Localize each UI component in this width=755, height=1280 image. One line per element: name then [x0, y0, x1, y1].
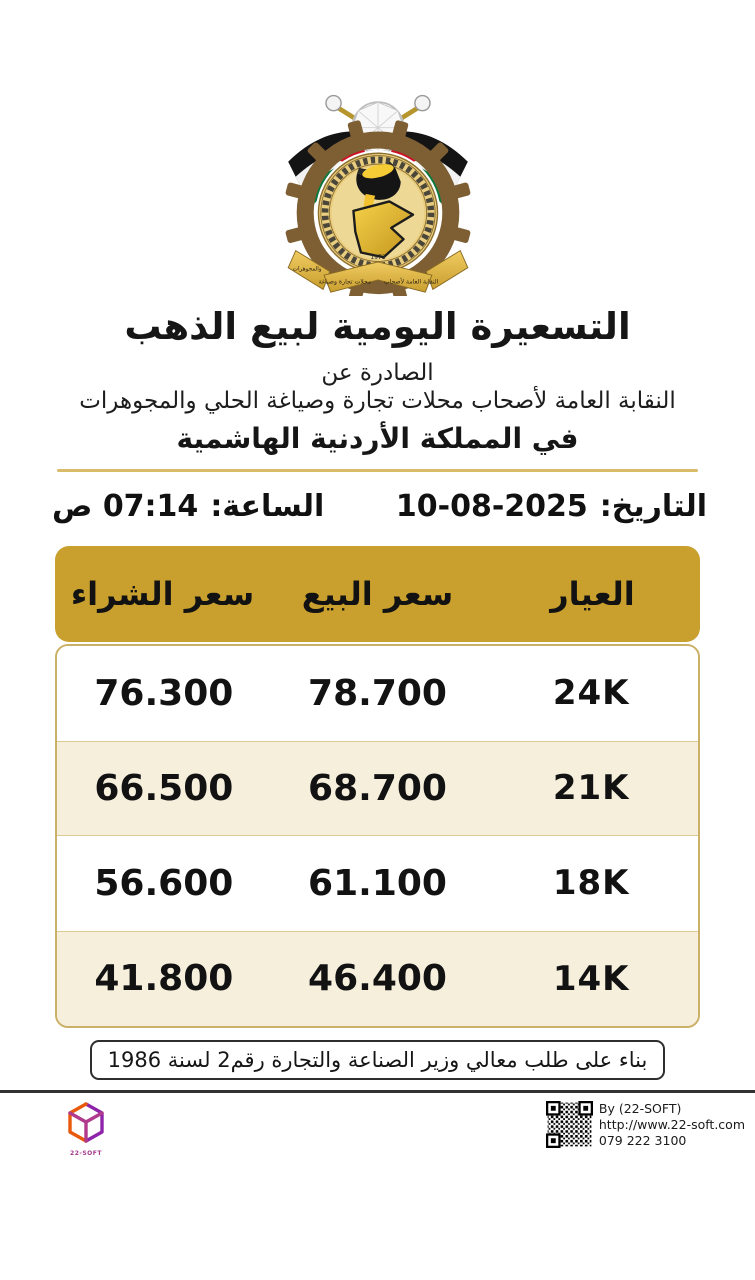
table-row [57, 646, 698, 741]
page-title: التسعيرة اليومية لبيع الذهب [124, 305, 631, 348]
cube-logo-icon [65, 1101, 107, 1145]
datetime-row [0, 489, 755, 524]
kingdom-line: في المملكة الأردنية الهاشمية [176, 421, 579, 455]
qr-code-icon [546, 1101, 593, 1148]
time-group [52, 489, 324, 524]
karat-cell: 24K [552, 673, 630, 714]
sell-price-cell: 46.400 [308, 958, 447, 1000]
gold-divider [57, 469, 698, 472]
company-logo-text: 22-SOFT [70, 1149, 102, 1157]
karat-cell: 18K [552, 863, 630, 904]
date-value: 10-08-2025 [395, 488, 588, 524]
table-row [57, 741, 698, 836]
legal-note-section [0, 1040, 755, 1080]
syndicate-name-line: النقابة العامة لأصحاب محلات تجارة وصياغة الحلي والمجوهرات [79, 387, 676, 414]
ribbon-text-left: محلات تجارة وصياغة [318, 278, 371, 286]
karat-cell: 21K [552, 768, 630, 809]
time-value: 07:14 ص [52, 488, 199, 524]
sell-price-cell: 61.100 [308, 862, 447, 904]
table-row [57, 836, 698, 931]
header-buy-price: سعر الشراء [70, 574, 255, 613]
credit-text [599, 1101, 745, 1150]
time-label: الساعة: [210, 488, 325, 524]
date-label: التاريخ: [599, 488, 707, 524]
table-body [55, 644, 700, 1028]
sell-price-cell: 68.700 [308, 767, 447, 809]
company-logo [62, 1101, 110, 1157]
issued-by-line: الصادرة عن [321, 359, 434, 386]
date-group [396, 489, 707, 524]
buy-price-cell: 41.800 [94, 958, 234, 1000]
gold-price-table [55, 546, 700, 1028]
credit-by-line: By (22-SOFT) [598, 1100, 682, 1116]
header-sell-price: سعر البيع [301, 574, 454, 613]
karat-cell: 14K [552, 958, 630, 999]
ribbon-text-bottom: والمجوهرات [292, 266, 322, 273]
emblem-section [0, 0, 755, 300]
table-row [57, 931, 698, 1026]
buy-price-cell: 76.300 [94, 672, 234, 714]
header-karat: العيار [550, 574, 635, 613]
credit-block [546, 1101, 745, 1150]
sell-price-cell: 78.700 [308, 672, 447, 714]
credit-url: http://www.22-soft.com [598, 1117, 745, 1133]
buy-price-cell: 66.500 [94, 767, 234, 809]
syndicate-emblem-icon [263, 88, 493, 296]
ribbon-text-right: النقابة العامة لأصحاب [383, 278, 438, 286]
legal-note: بناء على طلب معالي وزير الصناعة والتجارة رقم2 لسنة 1986 [90, 1040, 666, 1080]
table-header-row [55, 546, 700, 642]
emblem-year: 1972 [369, 254, 386, 262]
credit-phone: 079 222 3100 [598, 1133, 687, 1149]
buy-price-cell: 56.600 [94, 862, 234, 904]
bottom-bar [0, 1093, 755, 1193]
